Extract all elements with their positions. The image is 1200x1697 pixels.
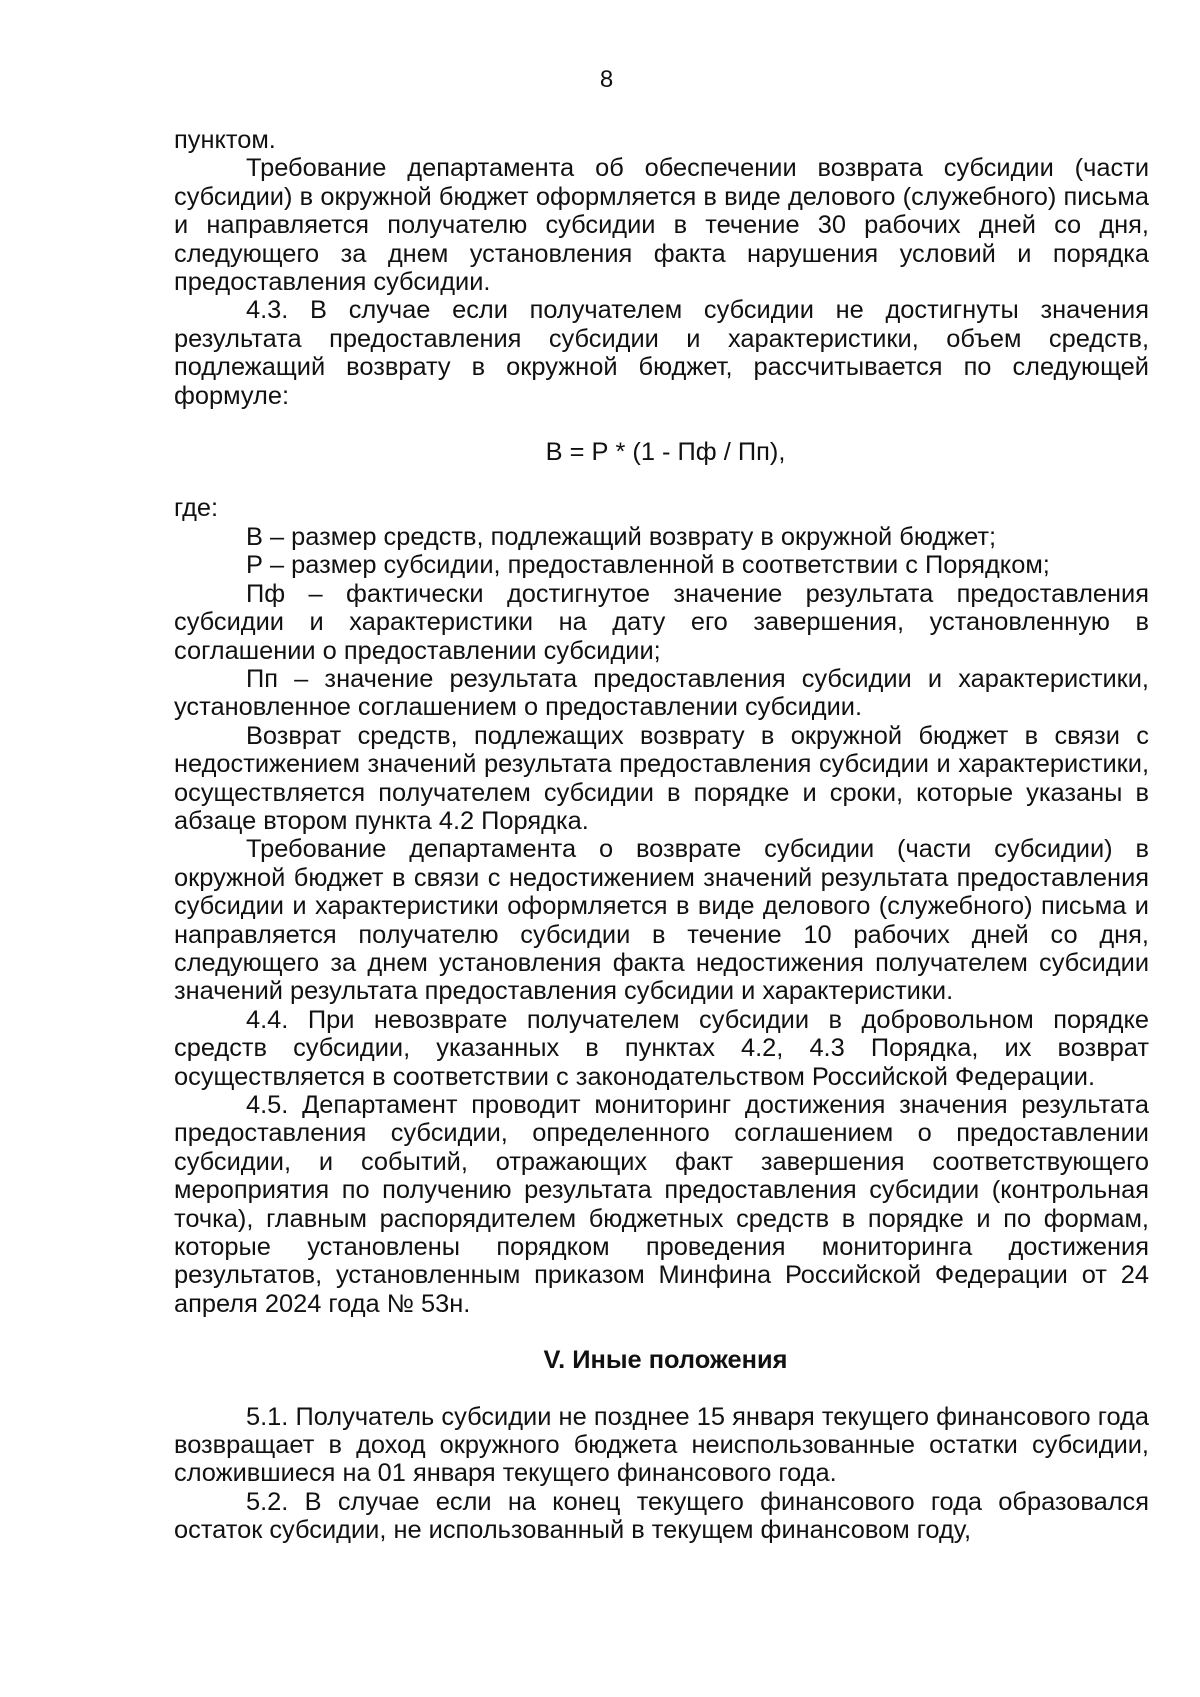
definition-pf: Пф – фактически достигнутое значение результата предоставления субсидии и характеристики на дату его завершения, установленную в соглашении о предоставлении субсидии; (174, 579, 1149, 665)
paragraph-5-2: 5.2. В случае если на конец текущего финансового года образовался остаток субсидии, не использованный в текущем финансовом году, (174, 1487, 1149, 1545)
paragraph-refund-procedure: Возврат средств, подлежащих возврату в окружной бюджет в связи с недостижением значений результата предоставления субсидии и характеристики, осуществляется получателем субсидии в порядке и сроки, которые указаны в абзаце втором пункта 4.2 Порядка. (174, 721, 1149, 835)
definition-b: В – размер средств, подлежащий возврату в окружной бюджет; (246, 522, 997, 551)
paragraph-refund-requirement: Требование департамента о возврате субсидии (части субсидии) в окружной бюджет в связи с недостижением значений результата предоставления субсидии и характеристики оформляется в виде делового (служебного) письма и направляется получателю субсидии в течение 10 рабочих дней со дня, следующего за днем установления факта недостижения получателем субсидии значений результата предоставления субсидии и характеристики. (174, 835, 1149, 1006)
paragraph-4-5: 4.5. Департамент проводит мониторинг достижения значения результата предоставления субсидии, определенного соглашением о предоставлении субсидии, и событий, отражающих факт завершения соответствующего мероприятия по получению результата предоставления субсидии (контрольная точка), главным распорядителем бюджетных средств в порядке и по формам, которые установлены порядком проведения мониторинга достижения результатов, установленным приказом Минфина Российской Федерации от 24 апреля 2024 года № 53н. (174, 1091, 1149, 1318)
formula: В = Р * (1 - Пф / Пп), (545, 438, 786, 467)
paragraph-continuation: пунктом. (174, 126, 276, 154)
paragraph-4-4: 4.4. При невозврате получателем субсидии в добровольном порядке средств субсидии, указанных в пунктах 4.2, 4.3 Порядка, их возврат осуществляется в соответствии с законодательством Российской Федерации. (174, 1005, 1149, 1091)
paragraph-return-requirement: Требование департамента об обеспечении возврата субсидии (части субсидии) в окружной бюджет оформляется в виде делового (служебного) письма и направляется получателю субсидии в течение 30 рабочих дней со дня, следующего за днем установления факта нарушения условий и порядка предоставления субсидии. (174, 154, 1149, 297)
section-heading: V. Иные положения (543, 1346, 788, 1375)
where-label: где: (174, 494, 219, 523)
paragraph-4-3: 4.3. В случае если получателем субсидии не достигнуты значения результата предоставления субсидии и характеристики, объем средств, подлежащий возврату в окружной бюджет, рассчитывается по следующей формуле: (174, 296, 1149, 410)
definition-r: Р – размер субсидии, предоставленной в соответствии с Порядком; (246, 551, 1050, 580)
page-number: 8 (599, 66, 614, 93)
paragraph-5-1: 5.1. Получатель субсидии не позднее 15 января текущего финансового года возвращает в доход окружного бюджета неиспользованные остатки субсидии, сложившиеся на 01 января текущего финансового года. (174, 1402, 1149, 1488)
document-body (174, 126, 1149, 1545)
definition-pp: Пп – значение результата предоставления субсидии и характеристики, установленное соглашением о предоставлении субсидии. (174, 664, 1149, 722)
